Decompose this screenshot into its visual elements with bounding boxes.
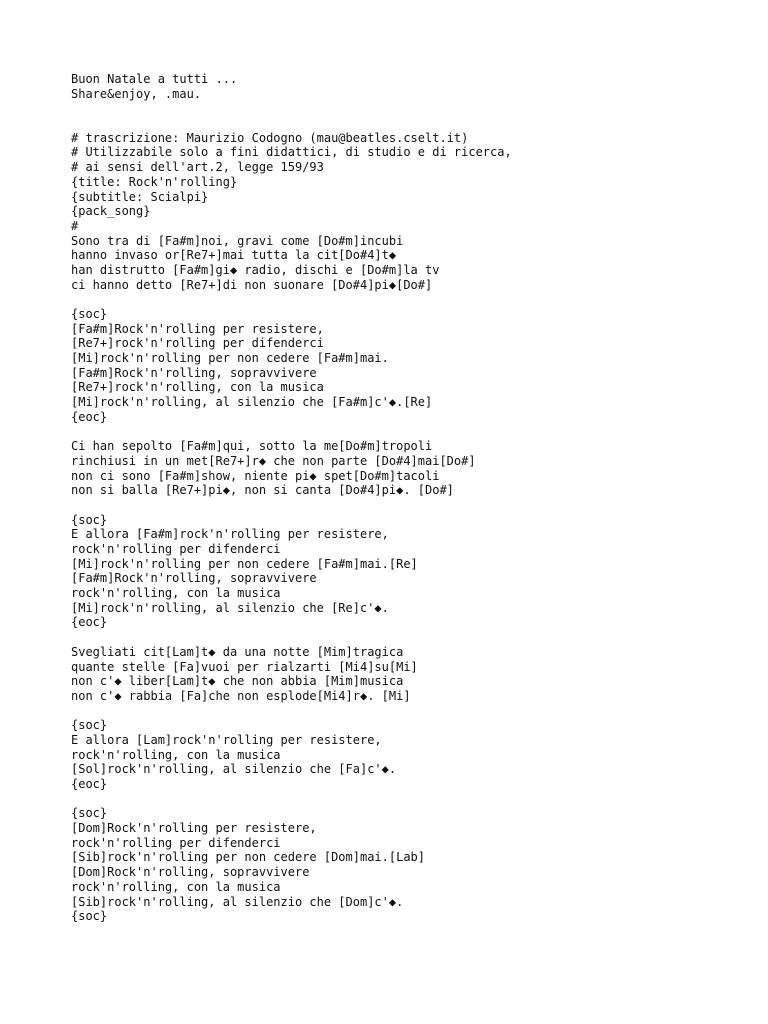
text-line: {title: Rock'n'rolling} [71, 174, 238, 189]
text-line: han distrutto [Fa#m]gi◆ radio, dischi e [Do#m]la tv [71, 262, 440, 277]
document-page [71, 72, 751, 924]
verse-block-3 [71, 645, 751, 704]
text-line: {soc} [71, 806, 108, 821]
text-line: hanno invaso or[Re7+]mai tutta la cit[Do#4]t◆ [71, 248, 397, 263]
text-line: E allora [Lam]rock'n'rolling per resistere, [71, 732, 382, 747]
text-line: non c'◆ liber[Lam]t◆ che non abbia [Mim]musica [71, 674, 404, 689]
verse-block-2 [71, 439, 751, 498]
text-line: [Mi]rock'n'rolling per non cedere [Fa#m]mai. [71, 351, 389, 366]
text-line: # trascrizione: Maurizio Codogno (mau@beatles.cselt.it) [71, 130, 469, 145]
text-line: non si balla [Re7+]pi◆, non si canta [Do#4]pi◆. [Do#] [71, 483, 454, 498]
greeting-block [71, 72, 751, 101]
text-line: rock'n'rolling per difenderci [71, 542, 281, 557]
text-line: rinchiusi in un met[Re7+]r◆ che non parte [Do#4]mai[Do#] [71, 453, 476, 468]
text-line: [Sib]rock'n'rolling, al silenzio che [Dom]c'◆. [71, 894, 404, 909]
text-line: {soc} [71, 307, 108, 322]
text-line: rock'n'rolling per difenderci [71, 835, 281, 850]
text-line: non ci sono [Fa#m]show, niente pi◆ spet[Do#m]tacoli [71, 468, 440, 483]
text-line: Share&enjoy, .mau. [71, 86, 202, 101]
header-block [71, 131, 751, 293]
text-line: {subtitle: Scialpi} [71, 189, 209, 204]
text-line: [Dom]Rock'n'rolling, sopravvivere [71, 865, 310, 880]
text-line: {soc} [71, 718, 108, 733]
text-line: [Sol]rock'n'rolling, al silenzio che [Fa]c'◆. [71, 762, 397, 777]
text-line: rock'n'rolling, con la musica [71, 879, 281, 894]
text-line: # Utilizzabile solo a fini didattici, di studio e di ricerca, [71, 145, 512, 160]
chorus-block-1 [71, 307, 751, 425]
text-line: [Sib]rock'n'rolling per non cedere [Dom]mai.[Lab] [71, 850, 426, 865]
text-line: E allora [Fa#m]rock'n'rolling per resistere, [71, 527, 389, 542]
text-line: {eoc} [71, 777, 108, 792]
chorus-block-4 [71, 806, 751, 924]
text-line: [Fa#m]Rock'n'rolling, sopravvivere [71, 571, 317, 586]
text-line: rock'n'rolling, con la musica [71, 586, 281, 601]
text-line: {soc} [71, 512, 108, 527]
text-line: Sono tra di [Fa#m]noi, gravi come [Do#m]incubi [71, 233, 404, 248]
text-line: non c'◆ rabbia [Fa]che non esplode[Mi4]r◆. [Mi] [71, 688, 411, 703]
text-line: Ci han sepolto [Fa#m]qui, sotto la me[Do#m]tropoli [71, 439, 433, 454]
text-line: Buon Natale a tutti ... [71, 72, 238, 86]
text-line: [Fa#m]Rock'n'rolling, sopravvivere [71, 365, 317, 380]
text-line: {soc} [71, 909, 108, 924]
text-line: rock'n'rolling, con la musica [71, 747, 281, 762]
text-line: [Dom]Rock'n'rolling per resistere, [71, 821, 317, 836]
chorus-block-3 [71, 718, 751, 791]
text-line: {eoc} [71, 615, 108, 630]
text-line: Svegliati cit[Lam]t◆ da una notte [Mim]tragica [71, 644, 404, 659]
text-line: [Mi]rock'n'rolling, al silenzio che [Re]c'◆. [71, 600, 389, 615]
text-line: [Mi]rock'n'rolling per non cedere [Fa#m]mai.[Re] [71, 556, 418, 571]
chorus-block-2 [71, 513, 751, 631]
text-line: {eoc} [71, 409, 108, 424]
text-line: [Re7+]rock'n'rolling, con la musica [71, 380, 324, 395]
text-line: {pack_song} [71, 204, 151, 219]
text-line: # [71, 218, 79, 233]
text-line: [Fa#m]Rock'n'rolling per resistere, [71, 321, 324, 336]
text-line: [Mi]rock'n'rolling, al silenzio che [Fa#m]c'◆.[Re] [71, 395, 433, 410]
text-line: quante stelle [Fa]vuoi per rialzarti [Mi4]su[Mi] [71, 659, 418, 674]
text-line: [Re7+]rock'n'rolling per difenderci [71, 336, 324, 351]
text-line: ci hanno detto [Re7+]di non suonare [Do#4]pi◆[Do#] [71, 277, 433, 292]
text-line: # ai sensi dell'art.2, legge 159/93 [71, 160, 324, 175]
